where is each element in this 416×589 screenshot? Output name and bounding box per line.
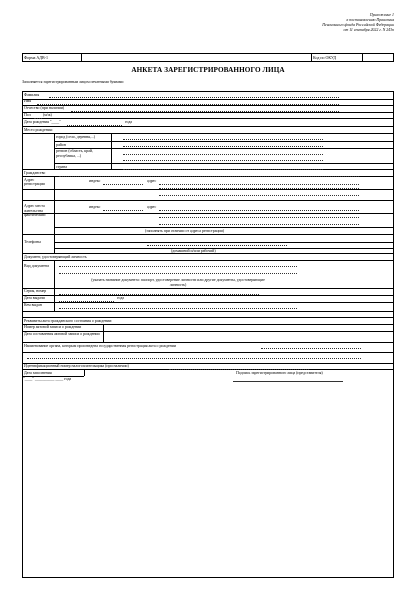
- registration-address-label: Адрес регистрации: [24, 177, 45, 187]
- residence-index-field[interactable]: [103, 210, 143, 211]
- name-field[interactable]: [37, 104, 339, 105]
- phone-field[interactable]: [147, 245, 287, 246]
- identity-issued-by-label: Кем выдан: [24, 303, 42, 307]
- birthplace-label: Место рождения:: [24, 127, 53, 132]
- page-title: АНКЕТА ЗАРЕГИСТРИРОВАННОГО ЛИЦА: [131, 66, 285, 74]
- okud-box: [311, 53, 363, 62]
- birthplace-city-label: город (село, деревня,...): [56, 134, 96, 139]
- identity-issue-date-field[interactable]: [59, 301, 114, 302]
- residence-index-label: индекс: [89, 205, 101, 209]
- birthdate-row: [22, 119, 394, 127]
- identity-header: Документ, удостоверяющий личность: [24, 254, 87, 259]
- civil-authority-field-2[interactable]: [27, 358, 361, 359]
- phones-label: Телефоны: [24, 240, 41, 244]
- registration-address-block: [22, 177, 394, 201]
- civil-act-block: [22, 318, 394, 364]
- sex-label: Пол: [24, 112, 31, 117]
- birthdate-year: года: [125, 120, 133, 124]
- birthplace-district-field[interactable]: [123, 146, 323, 147]
- birthdate-label: Дата рождения "____": [24, 120, 61, 124]
- birthplace-region-label: регион (область, край, республика, ...): [56, 149, 93, 158]
- inn-label: Идентификационный номер налогоплательщика (при наличии): [24, 364, 129, 368]
- birthdate-field[interactable]: [67, 125, 122, 126]
- appendix-line: к постановлению Правления: [346, 18, 394, 23]
- birthplace-region-field-2[interactable]: [123, 160, 323, 161]
- footer-block: [22, 370, 394, 578]
- surname-label: Фамилия: [24, 92, 40, 97]
- patronymic-field[interactable]: [71, 111, 339, 112]
- personal-block: [22, 91, 394, 119]
- phones-hint: (домашний и/или рабочий): [171, 248, 216, 253]
- residence-address-block: [22, 201, 394, 235]
- registration-index-field[interactable]: [103, 184, 143, 185]
- phones-block: [22, 235, 394, 254]
- sex-hint: (м/ж): [43, 112, 52, 117]
- identity-type-hint: (указать название документа: паспорт, удостоверение личности или другие документы, удостоверяющие личность): [91, 278, 265, 287]
- birthplace-region-field[interactable]: [123, 154, 323, 155]
- fill-instruction: Заполняется зарегистрированным лицом печатными буквами: [22, 80, 124, 84]
- registration-address-sub-label: адрес: [147, 178, 157, 183]
- identity-type-label: Вид документа: [24, 264, 50, 268]
- name-label: Имя: [24, 99, 32, 103]
- okud-label: Код по ОКУД: [313, 55, 337, 60]
- birthplace-country-label: страна: [56, 164, 67, 169]
- identity-series-field[interactable]: [59, 294, 259, 295]
- identity-type-field[interactable]: [59, 266, 297, 267]
- registration-address-field-3[interactable]: [159, 195, 359, 196]
- identity-issue-date-label: Дата выдачи: [24, 296, 45, 300]
- residence-address-hint: (заполнять при отличии от адреса регистрации): [145, 228, 224, 233]
- okud-value-box[interactable]: [361, 53, 394, 62]
- appendix-note: [244, 13, 394, 33]
- surname-field[interactable]: [49, 97, 339, 98]
- citizenship-row: [22, 170, 394, 177]
- identity-block: [22, 254, 394, 312]
- signature-field[interactable]: [233, 381, 343, 382]
- residence-address-field-2[interactable]: [159, 217, 359, 218]
- registration-address-field[interactable]: [159, 184, 359, 185]
- fill-date-label: Дата заполнения: [24, 370, 52, 375]
- birthplace-district-label: район: [56, 142, 66, 147]
- appendix-line: Приложение 1: [369, 13, 394, 17]
- signature-label: Подпись зарегистрированного лица (представителя): [236, 370, 323, 375]
- registration-index-label: индекс: [89, 178, 101, 183]
- appendix-line: от 11 сентября 2022 г. N 243п: [343, 28, 394, 33]
- birthplace-city-field[interactable]: [123, 139, 323, 140]
- residence-address-sub-label: адрес: [147, 205, 157, 209]
- residence-address-label: Адрес места жительства фактический: [24, 204, 46, 218]
- form-code-box: [22, 53, 82, 62]
- identity-issued-by-field[interactable]: [59, 308, 297, 309]
- appendix-line: Пенсионного фонда Российской Федерации: [322, 23, 394, 28]
- identity-type-field-2[interactable]: [59, 273, 297, 274]
- civil-record-number-label: Номер актовой записи о рождении: [24, 325, 82, 329]
- civil-authority-label: Наименование органа, которым произведена государственная регистрация акта о рождении: [24, 343, 176, 348]
- patronymic-label: Отчество (при наличии): [24, 105, 65, 110]
- form-label: Форма АДВ-1: [24, 55, 48, 60]
- civil-record-date-label: Дата составления актовой записи о рождении: [24, 332, 100, 336]
- civil-authority-field[interactable]: [261, 348, 361, 349]
- identity-series-label: Серия, номер: [24, 289, 47, 293]
- fill-date-value[interactable]: "____" __________ ____ года: [23, 376, 72, 381]
- birthplace-block: [22, 127, 394, 170]
- citizenship-label: Гражданство: [24, 170, 46, 175]
- registration-address-field-2[interactable]: [159, 188, 359, 189]
- residence-address-field[interactable]: [159, 210, 359, 211]
- residence-address-field-3[interactable]: [159, 224, 359, 225]
- form-header-blank: [80, 53, 312, 62]
- identity-issue-year: года: [117, 296, 125, 300]
- civil-act-header: Реквизиты акта гражданского состояния о рождении:: [24, 318, 113, 323]
